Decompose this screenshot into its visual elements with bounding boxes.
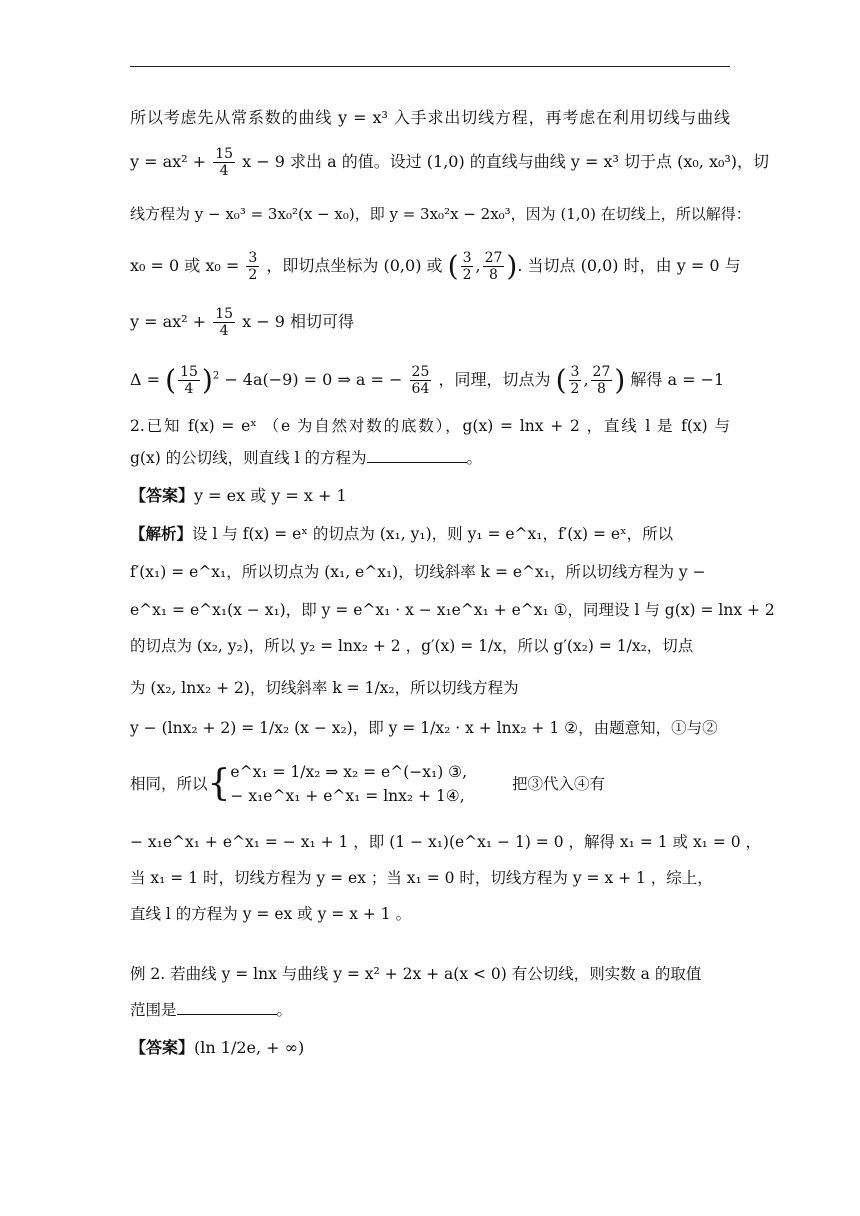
punct: 。 (276, 1001, 293, 1019)
text-line-6: Δ = ( $\frac{15}{4}$ )$^2$ − 4a(−9) = 0 ⇒ a = − $\frac{25}{64}$ ，同理，切点为 ( $\frac{3}{2}$ , $\frac{27}{8}$ ) 解得 a = −1 (130, 363, 725, 397)
paren-open: ( (165, 363, 177, 397)
solution-line-4: 的切点为 (x₂, y₂)，所以 y₂ = lnx₂ + 2 ，g′(x) = 1/x，所以 g′(x₂) = 1/x₂，切点 (130, 637, 694, 655)
fraction (246, 250, 259, 283)
solution-text: 设 l 与 f(x) = eˣ 的切点为 (x₁, y₁)，则 y₁ = e^x₁，f′(x) = eˣ，所以 (192, 525, 674, 543)
solution-line-1 (130, 522, 730, 546)
text-line-4: x₀ = 0 或 x₀ = $\frac{3}{2}$ ，即切点坐标为 (0,0) 或 ( $\frac{3}{2}$ , $\frac{27}{8}$ ). 当切点 (0,0) 时，由 y = 0 与 (130, 249, 741, 283)
text-line-2 (130, 146, 770, 179)
fraction-numerator: 15 (215, 306, 234, 322)
expr-part: 解得 a = −1 (630, 370, 725, 389)
expr-part: x − 9 求出 a 的值。设过 (1,0) 的直线与曲线 y = x³ 切于点 (x₀, x₀³)，切 (242, 152, 770, 171)
fraction-numerator: 25 (411, 364, 430, 380)
answer-2 (130, 1036, 730, 1060)
answer-blank (367, 448, 467, 463)
expr-part: ，同理，切点为 (438, 370, 551, 389)
solution-line-3: e^x₁ = e^x₁(x − x₁)，即 y = e^x₁ · x − x₁e^x₁ + e^x₁ ①，同理设 l 与 g(x) = lnx + 2 (130, 601, 775, 619)
problem-2-text: g(x) 的公切线，则直线 l 的方程为 (130, 449, 367, 467)
expr-part: 当切点 (0,0) 时，由 y = 0 与 (527, 256, 741, 275)
expr-part: x₀ = 0 或 x₀ = (130, 256, 240, 275)
example-2-line-2 (130, 998, 730, 1022)
answer-blank (177, 1000, 277, 1015)
answer-tag: 【答案】 (130, 486, 195, 505)
expr-part: Δ = (130, 370, 161, 389)
punct: 。 (466, 449, 483, 467)
solution-line-9: 当 x₁ = 1 时，切线方程为 y = ex ；当 x₁ = 0 时，切线方程为 y = x + 1 ，综上， (130, 869, 713, 887)
problem-2-line-1: 2.已知 f(x) = eˣ （e 为自然对数的底数），g(x) = lnx + 2 ，直线 l 是 f(x) 与 (130, 417, 730, 435)
solution-text: 把③代入④有 (511, 775, 605, 793)
fraction: $\frac{3}{2}$ (462, 250, 472, 283)
expr-part: x − 9 相切可得 (242, 312, 354, 331)
fraction-denominator: 64 (411, 381, 430, 397)
fraction-numerator: 3 (248, 250, 258, 266)
solution-line-7 (130, 760, 730, 820)
expr-part: y = ax² + (130, 312, 207, 331)
paren-open: ( (447, 249, 459, 283)
fraction-denominator: 4 (219, 163, 229, 179)
fraction: $\frac{15}{4}$ (180, 364, 198, 397)
solution-text: 相同，所以 (130, 775, 208, 793)
solution-line-6: y − (lnx₂ + 2) = 1/x₂ (x − x₂)，即 y = 1/x₂ · x + lnx₂ + 1 ②，由题意知，①与② (130, 719, 718, 737)
fraction-denominator: 4 (219, 323, 229, 339)
expr-part: y = ax² + (130, 152, 207, 171)
fraction (213, 306, 235, 339)
solution-line-2: f′(x₁) = e^x₁，所以切点为 (x₁, e^x₁)，切线斜率 k = e^x₁，所以切线方程为 y − (130, 563, 706, 581)
paren-close: ) (201, 363, 213, 397)
example-2-text: 范围是 (130, 1001, 177, 1019)
header-rule (130, 66, 730, 67)
answer-tag: 【答案】 (130, 1038, 195, 1057)
paren-close: ) (506, 249, 518, 283)
text-line-3: 线方程为 y − x₀³ = 3x₀²(x − x₀)，即 y = 3x₀²x − 2x₀³，因为 (1,0) 在切线上，所以解得： (130, 205, 751, 223)
fraction-denominator: 2 (248, 267, 258, 283)
fraction (410, 364, 432, 397)
example-2-line-1: 例 2. 若曲线 y = lnx 与曲线 y = x² + 2x + a(x < 0) 有公切线，则实数 a 的取值 (130, 965, 702, 983)
fraction (213, 146, 235, 179)
equation-1: e^x₁ = 1/x₂ ⇒ x₂ = e^(−x₁) ③, (230, 763, 468, 781)
answer-text: (ln 1/2e, + ∞) (194, 1038, 305, 1057)
brace: { (207, 763, 231, 804)
answer-text: y = ex 或 y = x + 1 (194, 486, 347, 505)
solution-tag: 【解析】 (130, 524, 193, 543)
solution-line-8: − x₁e^x₁ + e^x₁ = − x₁ + 1 ，即 (1 − x₁)(e^x₁ − 1) = 0 ，解得 x₁ = 1 或 x₁ = 0 ， (130, 833, 762, 851)
equation-system (230, 760, 467, 808)
solution-line-5: 为 (x₂, lnx₂ + 2)，切线斜率 k = 1/x₂，所以切线方程为 (130, 679, 519, 697)
problem-2-line-2 (130, 446, 730, 470)
fraction-numerator: 15 (215, 146, 234, 162)
equation-2: − x₁e^x₁ + e^x₁ = lnx₂ + 1④, (230, 787, 465, 805)
expr-part: − 4a(−9) = 0 ⇒ a = − (224, 370, 403, 389)
text-line-5 (130, 306, 730, 339)
answer-1 (130, 484, 730, 508)
solution-line-10: 直线 l 的方程为 y = ex 或 y = x + 1 。 (130, 905, 412, 923)
fraction: $\frac{27}{8}$ (484, 250, 503, 283)
expr-part: ，即切点坐标为 (0,0) 或 (266, 256, 443, 275)
text-line-1: 所以考虑先从常系数的曲线 y = x³ 入手求出切线方程，再考虑在利用切线与曲线 (130, 108, 730, 127)
